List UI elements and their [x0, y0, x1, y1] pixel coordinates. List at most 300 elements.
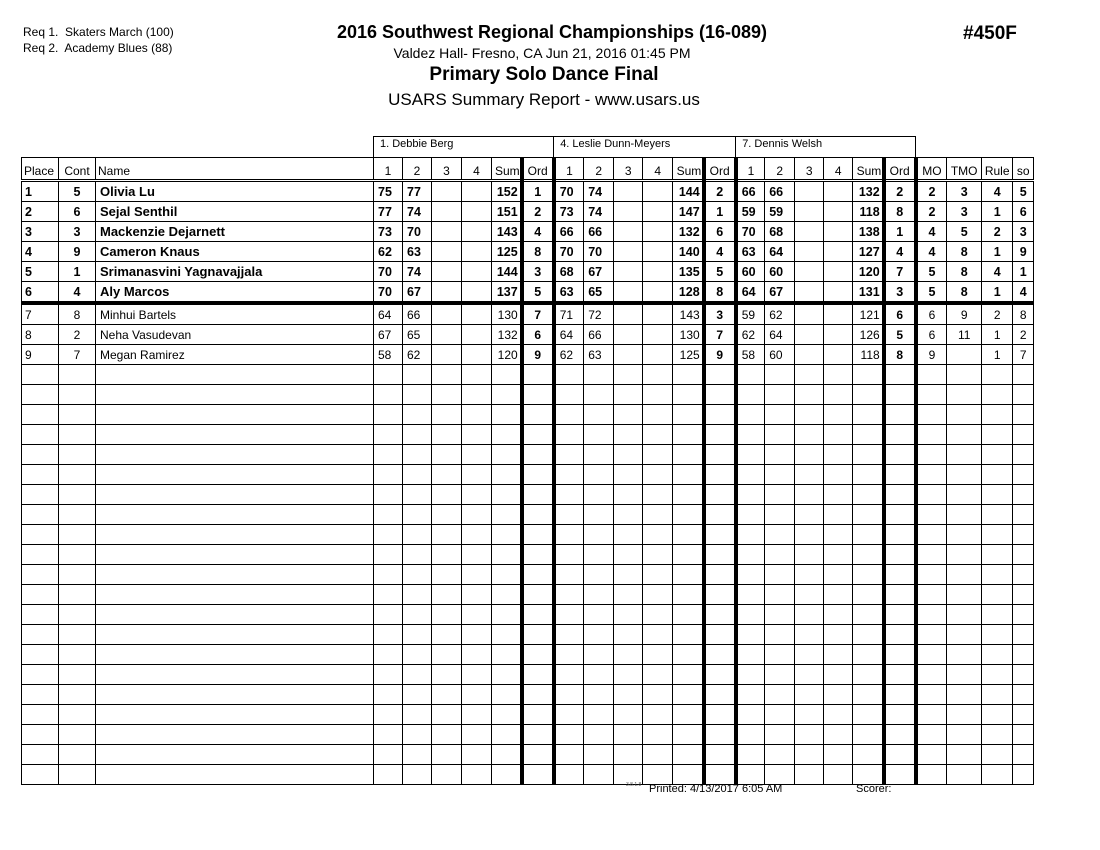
empty-cell [884, 625, 916, 645]
empty-cell [853, 725, 884, 745]
mo-cell: 5 [916, 262, 947, 282]
judge-2-score-1-cell: 70 [554, 181, 584, 202]
empty-cell [795, 745, 824, 765]
empty-cell [96, 585, 374, 605]
empty-row [22, 565, 1034, 585]
empty-cell [59, 645, 96, 665]
judge-3-ordinal-cell: 1 [884, 222, 916, 242]
judge-3-score-1-cell: 60 [736, 262, 765, 282]
empty-cell [643, 545, 673, 565]
empty-cell [673, 525, 704, 545]
empty-cell [584, 605, 614, 625]
empty-cell [982, 525, 1013, 545]
contestant-number-cell: 2 [59, 325, 96, 345]
empty-cell [643, 685, 673, 705]
empty-cell [584, 405, 614, 425]
empty-cell [96, 605, 374, 625]
empty-row [22, 385, 1034, 405]
empty-cell [96, 745, 374, 765]
empty-cell [795, 625, 824, 645]
empty-cell [432, 645, 462, 665]
empty-cell [673, 705, 704, 725]
empty-cell [795, 645, 824, 665]
col-judge-2-3: 3 [614, 158, 643, 181]
empty-cell [403, 505, 432, 525]
judge-1-score-4-cell [462, 345, 492, 365]
empty-cell [584, 705, 614, 725]
empty-cell [554, 745, 584, 765]
judge-1-score-2-cell: 77 [403, 181, 432, 202]
empty-cell [554, 405, 584, 425]
empty-cell [554, 465, 584, 485]
empty-cell [403, 405, 432, 425]
empty-cell [492, 645, 522, 665]
empty-cell [614, 465, 643, 485]
empty-cell [432, 745, 462, 765]
empty-cell [884, 605, 916, 625]
judge-2-score-4-cell [643, 345, 673, 365]
empty-cell [554, 565, 584, 585]
empty-cell [584, 525, 614, 545]
empty-row [22, 625, 1034, 645]
empty-cell [824, 405, 853, 425]
judge-1-sum-cell: 137 [492, 282, 522, 304]
empty-cell [59, 385, 96, 405]
col-judge-2-ord: Ord [704, 158, 736, 181]
judge-1-score-3-cell [432, 303, 462, 325]
empty-cell [96, 445, 374, 465]
empty-cell [462, 365, 492, 385]
empty-cell [614, 405, 643, 425]
table-row [22, 181, 1034, 202]
empty-cell [643, 425, 673, 445]
empty-cell [853, 525, 884, 545]
empty-cell [614, 585, 643, 605]
empty-cell [1013, 765, 1034, 785]
judge-2-score-2-cell: 66 [584, 222, 614, 242]
judge-3-ordinal-cell: 2 [884, 181, 916, 202]
empty-cell [96, 725, 374, 745]
rule-cell: 1 [982, 242, 1013, 262]
empty-cell [982, 545, 1013, 565]
empty-cell [1013, 545, 1034, 565]
empty-cell [884, 705, 916, 725]
judge-3-score-4-cell [824, 325, 853, 345]
empty-cell [704, 505, 736, 525]
empty-row [22, 425, 1034, 445]
rule-cell: 1 [982, 282, 1013, 304]
empty-cell [853, 365, 884, 385]
empty-cell [403, 745, 432, 765]
empty-cell [736, 585, 765, 605]
empty-cell [614, 525, 643, 545]
empty-cell [492, 685, 522, 705]
empty-cell [432, 725, 462, 745]
empty-cell [765, 465, 795, 485]
judge-1-ordinal-cell: 2 [522, 202, 554, 222]
empty-cell [643, 405, 673, 425]
empty-cell [584, 625, 614, 645]
empty-cell [403, 465, 432, 485]
judge-1-score-4-cell [462, 282, 492, 304]
empty-row [22, 465, 1034, 485]
judge-2-score-4-cell [643, 262, 673, 282]
rule-cell: 2 [982, 303, 1013, 325]
judge-2-score-3-cell [614, 202, 643, 222]
judge-1-ordinal-cell: 4 [522, 222, 554, 242]
empty-cell [554, 585, 584, 605]
empty-cell [704, 365, 736, 385]
empty-cell [522, 365, 554, 385]
place-cell: 6 [22, 282, 59, 304]
empty-cell [522, 465, 554, 485]
empty-cell [736, 505, 765, 525]
empty-cell [824, 385, 853, 405]
judge-2-ordinal-cell: 7 [704, 325, 736, 345]
empty-cell [884, 405, 916, 425]
tmo-cell: 8 [947, 282, 982, 304]
judge-1-score-2-cell: 66 [403, 303, 432, 325]
empty-cell [643, 465, 673, 485]
empty-cell [853, 585, 884, 605]
empty-cell [96, 485, 374, 505]
judge-2-score-2-cell: 70 [584, 242, 614, 262]
empty-cell [916, 545, 947, 565]
empty-cell [824, 645, 853, 665]
empty-cell [853, 645, 884, 665]
empty-cell [673, 425, 704, 445]
judge-1-score-1-cell: 70 [374, 262, 403, 282]
table-row [22, 202, 1034, 222]
judge-1-ordinal-cell: 9 [522, 345, 554, 365]
mo-cell: 5 [916, 282, 947, 304]
empty-cell [492, 465, 522, 485]
judge-1-ordinal-cell: 1 [522, 181, 554, 202]
empty-cell [884, 685, 916, 705]
empty-cell [403, 665, 432, 685]
empty-cell [462, 505, 492, 525]
empty-cell [982, 585, 1013, 605]
empty-cell [1013, 445, 1034, 465]
judge-3-score-4-cell [824, 262, 853, 282]
empty-cell [884, 725, 916, 745]
empty-cell [522, 525, 554, 545]
so-cell: 6 [1013, 202, 1034, 222]
judge-3-score-2-cell: 64 [765, 242, 795, 262]
empty-cell [704, 565, 736, 585]
empty-cell [374, 725, 403, 745]
empty-cell [916, 525, 947, 545]
judge-2-score-2-cell: 65 [584, 282, 614, 304]
empty-cell [403, 725, 432, 745]
tmo-cell: 8 [947, 262, 982, 282]
skater-name-cell: Cameron Knaus [96, 242, 374, 262]
empty-cell [947, 605, 982, 625]
judge-3-ordinal-cell: 4 [884, 242, 916, 262]
empty-cell [795, 405, 824, 425]
judge-2-ordinal-cell: 9 [704, 345, 736, 365]
so-cell: 4 [1013, 282, 1034, 304]
empty-cell [554, 385, 584, 405]
empty-cell [1013, 525, 1034, 545]
judge-3-sum-cell: 126 [853, 325, 884, 345]
empty-row [22, 525, 1034, 545]
mo-cell: 2 [916, 181, 947, 202]
empty-cell [982, 745, 1013, 765]
empty-cell [22, 585, 59, 605]
judge-3-ordinal-cell: 3 [884, 282, 916, 304]
empty-cell [403, 605, 432, 625]
empty-cell [884, 765, 916, 785]
empty-cell [795, 705, 824, 725]
empty-cell [673, 445, 704, 465]
judge-3-score-2-cell: 64 [765, 325, 795, 345]
empty-cell [614, 665, 643, 685]
empty-cell [462, 765, 492, 785]
empty-cell [673, 685, 704, 705]
empty-cell [704, 725, 736, 745]
empty-cell [673, 645, 704, 665]
empty-cell [704, 645, 736, 665]
empty-cell [643, 625, 673, 645]
empty-cell [982, 385, 1013, 405]
empty-cell [853, 665, 884, 685]
place-cell: 2 [22, 202, 59, 222]
empty-cell [462, 465, 492, 485]
empty-cell [853, 445, 884, 465]
empty-cell [916, 425, 947, 445]
empty-cell [614, 505, 643, 525]
empty-cell [736, 405, 765, 425]
empty-cell [884, 585, 916, 605]
empty-cell [584, 645, 614, 665]
judge-1-score-4-cell [462, 325, 492, 345]
judge-2-ordinal-cell: 8 [704, 282, 736, 304]
results-table [21, 136, 1034, 785]
empty-cell [462, 705, 492, 725]
empty-cell [22, 445, 59, 465]
judge-2-score-4-cell [643, 202, 673, 222]
empty-cell [704, 405, 736, 425]
judge-2-score-3-cell [614, 303, 643, 325]
empty-cell [947, 745, 982, 765]
empty-row [22, 645, 1034, 665]
empty-cell [704, 585, 736, 605]
judge-1-sum-cell: 120 [492, 345, 522, 365]
judge-1-sum-cell: 151 [492, 202, 522, 222]
empty-cell [736, 645, 765, 665]
empty-cell [554, 625, 584, 645]
empty-cell [916, 705, 947, 725]
empty-cell [947, 405, 982, 425]
judge-1-score-4-cell [462, 222, 492, 242]
col-judge-2-1: 1 [554, 158, 584, 181]
judge-3-score-4-cell [824, 242, 853, 262]
contestant-number-cell: 8 [59, 303, 96, 325]
empty-cell [795, 585, 824, 605]
contestant-number-cell: 4 [59, 282, 96, 304]
judge-1-score-1-cell: 67 [374, 325, 403, 345]
empty-cell [824, 445, 853, 465]
empty-cell [673, 465, 704, 485]
judge-1-score-3-cell [432, 181, 462, 202]
empty-cell [554, 425, 584, 445]
empty-cell [795, 385, 824, 405]
empty-cell [96, 465, 374, 485]
empty-cell [673, 485, 704, 505]
empty-cell [96, 705, 374, 725]
judge-3-ordinal-cell: 8 [884, 345, 916, 365]
judge-2-sum-cell: 130 [673, 325, 704, 345]
empty-cell [59, 445, 96, 465]
col-mo: MO [916, 158, 947, 181]
empty-cell [947, 485, 982, 505]
empty-row [22, 745, 1034, 765]
empty-cell [59, 565, 96, 585]
empty-cell [765, 505, 795, 525]
empty-cell [643, 505, 673, 525]
col-judge-1-4: 4 [462, 158, 492, 181]
empty-cell [584, 545, 614, 565]
empty-cell [673, 545, 704, 565]
empty-cell [947, 765, 982, 785]
empty-cell [584, 685, 614, 705]
empty-cell [916, 445, 947, 465]
empty-cell [673, 365, 704, 385]
empty-cell [916, 585, 947, 605]
judge-2-score-1-cell: 63 [554, 282, 584, 304]
empty-cell [59, 705, 96, 725]
empty-cell [403, 525, 432, 545]
empty-row [22, 445, 1034, 465]
empty-cell [96, 385, 374, 405]
contestant-number-cell: 9 [59, 242, 96, 262]
empty-cell [492, 485, 522, 505]
empty-cell [982, 625, 1013, 645]
empty-cell [584, 565, 614, 585]
empty-cell [982, 425, 1013, 445]
skater-name-cell: Srimanasvini Yagnavajjala [96, 262, 374, 282]
empty-cell [916, 665, 947, 685]
empty-cell [374, 505, 403, 525]
col-so: so [1013, 158, 1034, 181]
judge-2-score-1-cell: 62 [554, 345, 584, 365]
judge-3-sum-cell: 121 [853, 303, 884, 325]
tmo-cell: 11 [947, 325, 982, 345]
empty-cell [492, 625, 522, 645]
empty-cell [673, 585, 704, 605]
empty-cell [824, 485, 853, 505]
empty-cell [1013, 465, 1034, 485]
place-cell: 9 [22, 345, 59, 365]
empty-cell [614, 565, 643, 585]
empty-cell [704, 425, 736, 445]
rule-cell: 2 [982, 222, 1013, 242]
tmo-cell: 9 [947, 303, 982, 325]
empty-cell [522, 505, 554, 525]
judge-3-sum-cell: 120 [853, 262, 884, 282]
empty-cell [96, 625, 374, 645]
empty-row [22, 585, 1034, 605]
empty-cell [704, 745, 736, 765]
empty-cell [59, 765, 96, 785]
empty-cell [643, 725, 673, 745]
empty-cell [916, 765, 947, 785]
request-1-label: Req 1. [23, 25, 59, 39]
so-cell: 5 [1013, 181, 1034, 202]
judge-2-score-1-cell: 68 [554, 262, 584, 282]
empty-cell [824, 545, 853, 565]
empty-cell [765, 745, 795, 765]
empty-row [22, 505, 1034, 525]
skater-name-cell: Mackenzie Dejarnett [96, 222, 374, 242]
empty-cell [584, 505, 614, 525]
judge-1-ordinal-cell: 3 [522, 262, 554, 282]
empty-cell [1013, 605, 1034, 625]
mo-cell: 4 [916, 222, 947, 242]
judge-3-ordinal-cell: 7 [884, 262, 916, 282]
judge-1-score-1-cell: 70 [374, 282, 403, 304]
judge-3-score-1-cell: 70 [736, 222, 765, 242]
empty-cell [403, 765, 432, 785]
place-cell: 4 [22, 242, 59, 262]
scorer-label: Scorer: [856, 783, 892, 795]
empty-cell [824, 525, 853, 545]
empty-cell [522, 485, 554, 505]
empty-row [22, 605, 1034, 625]
empty-cell [522, 545, 554, 565]
empty-cell [947, 645, 982, 665]
judge-2-sum-cell: 125 [673, 345, 704, 365]
empty-cell [614, 365, 643, 385]
tmo-cell [947, 345, 982, 365]
empty-cell [374, 745, 403, 765]
judge-2-score-3-cell [614, 242, 643, 262]
empty-cell [824, 585, 853, 605]
empty-cell [736, 605, 765, 625]
empty-cell [432, 485, 462, 505]
empty-cell [462, 525, 492, 545]
judge-1-sum-cell: 132 [492, 325, 522, 345]
table-row [22, 222, 1034, 242]
empty-cell [554, 485, 584, 505]
empty-cell [795, 765, 824, 785]
empty-cell [947, 385, 982, 405]
empty-cell [643, 765, 673, 785]
empty-cell [522, 685, 554, 705]
empty-cell [853, 465, 884, 485]
empty-cell [462, 385, 492, 405]
venue-datetime: Valdez Hall- Fresno, CA Jun 21, 2016 01:45 PM [393, 45, 691, 61]
empty-row [22, 545, 1034, 565]
rule-cell: 1 [982, 202, 1013, 222]
judge-2-ordinal-cell: 1 [704, 202, 736, 222]
empty-cell [736, 545, 765, 565]
col-judge-3-2: 2 [765, 158, 795, 181]
empty-cell [884, 445, 916, 465]
empty-cell [22, 765, 59, 785]
judge-3-score-1-cell: 64 [736, 282, 765, 304]
judge-1-sum-cell: 143 [492, 222, 522, 242]
empty-cell [432, 565, 462, 585]
judge-3-score-4-cell [824, 222, 853, 242]
judge-3-ordinal-cell: 5 [884, 325, 916, 345]
col-judge-2-sum: Sum [673, 158, 704, 181]
tmo-cell: 5 [947, 222, 982, 242]
empty-cell [736, 745, 765, 765]
judge-1-score-2-cell: 67 [403, 282, 432, 304]
empty-cell [522, 565, 554, 585]
